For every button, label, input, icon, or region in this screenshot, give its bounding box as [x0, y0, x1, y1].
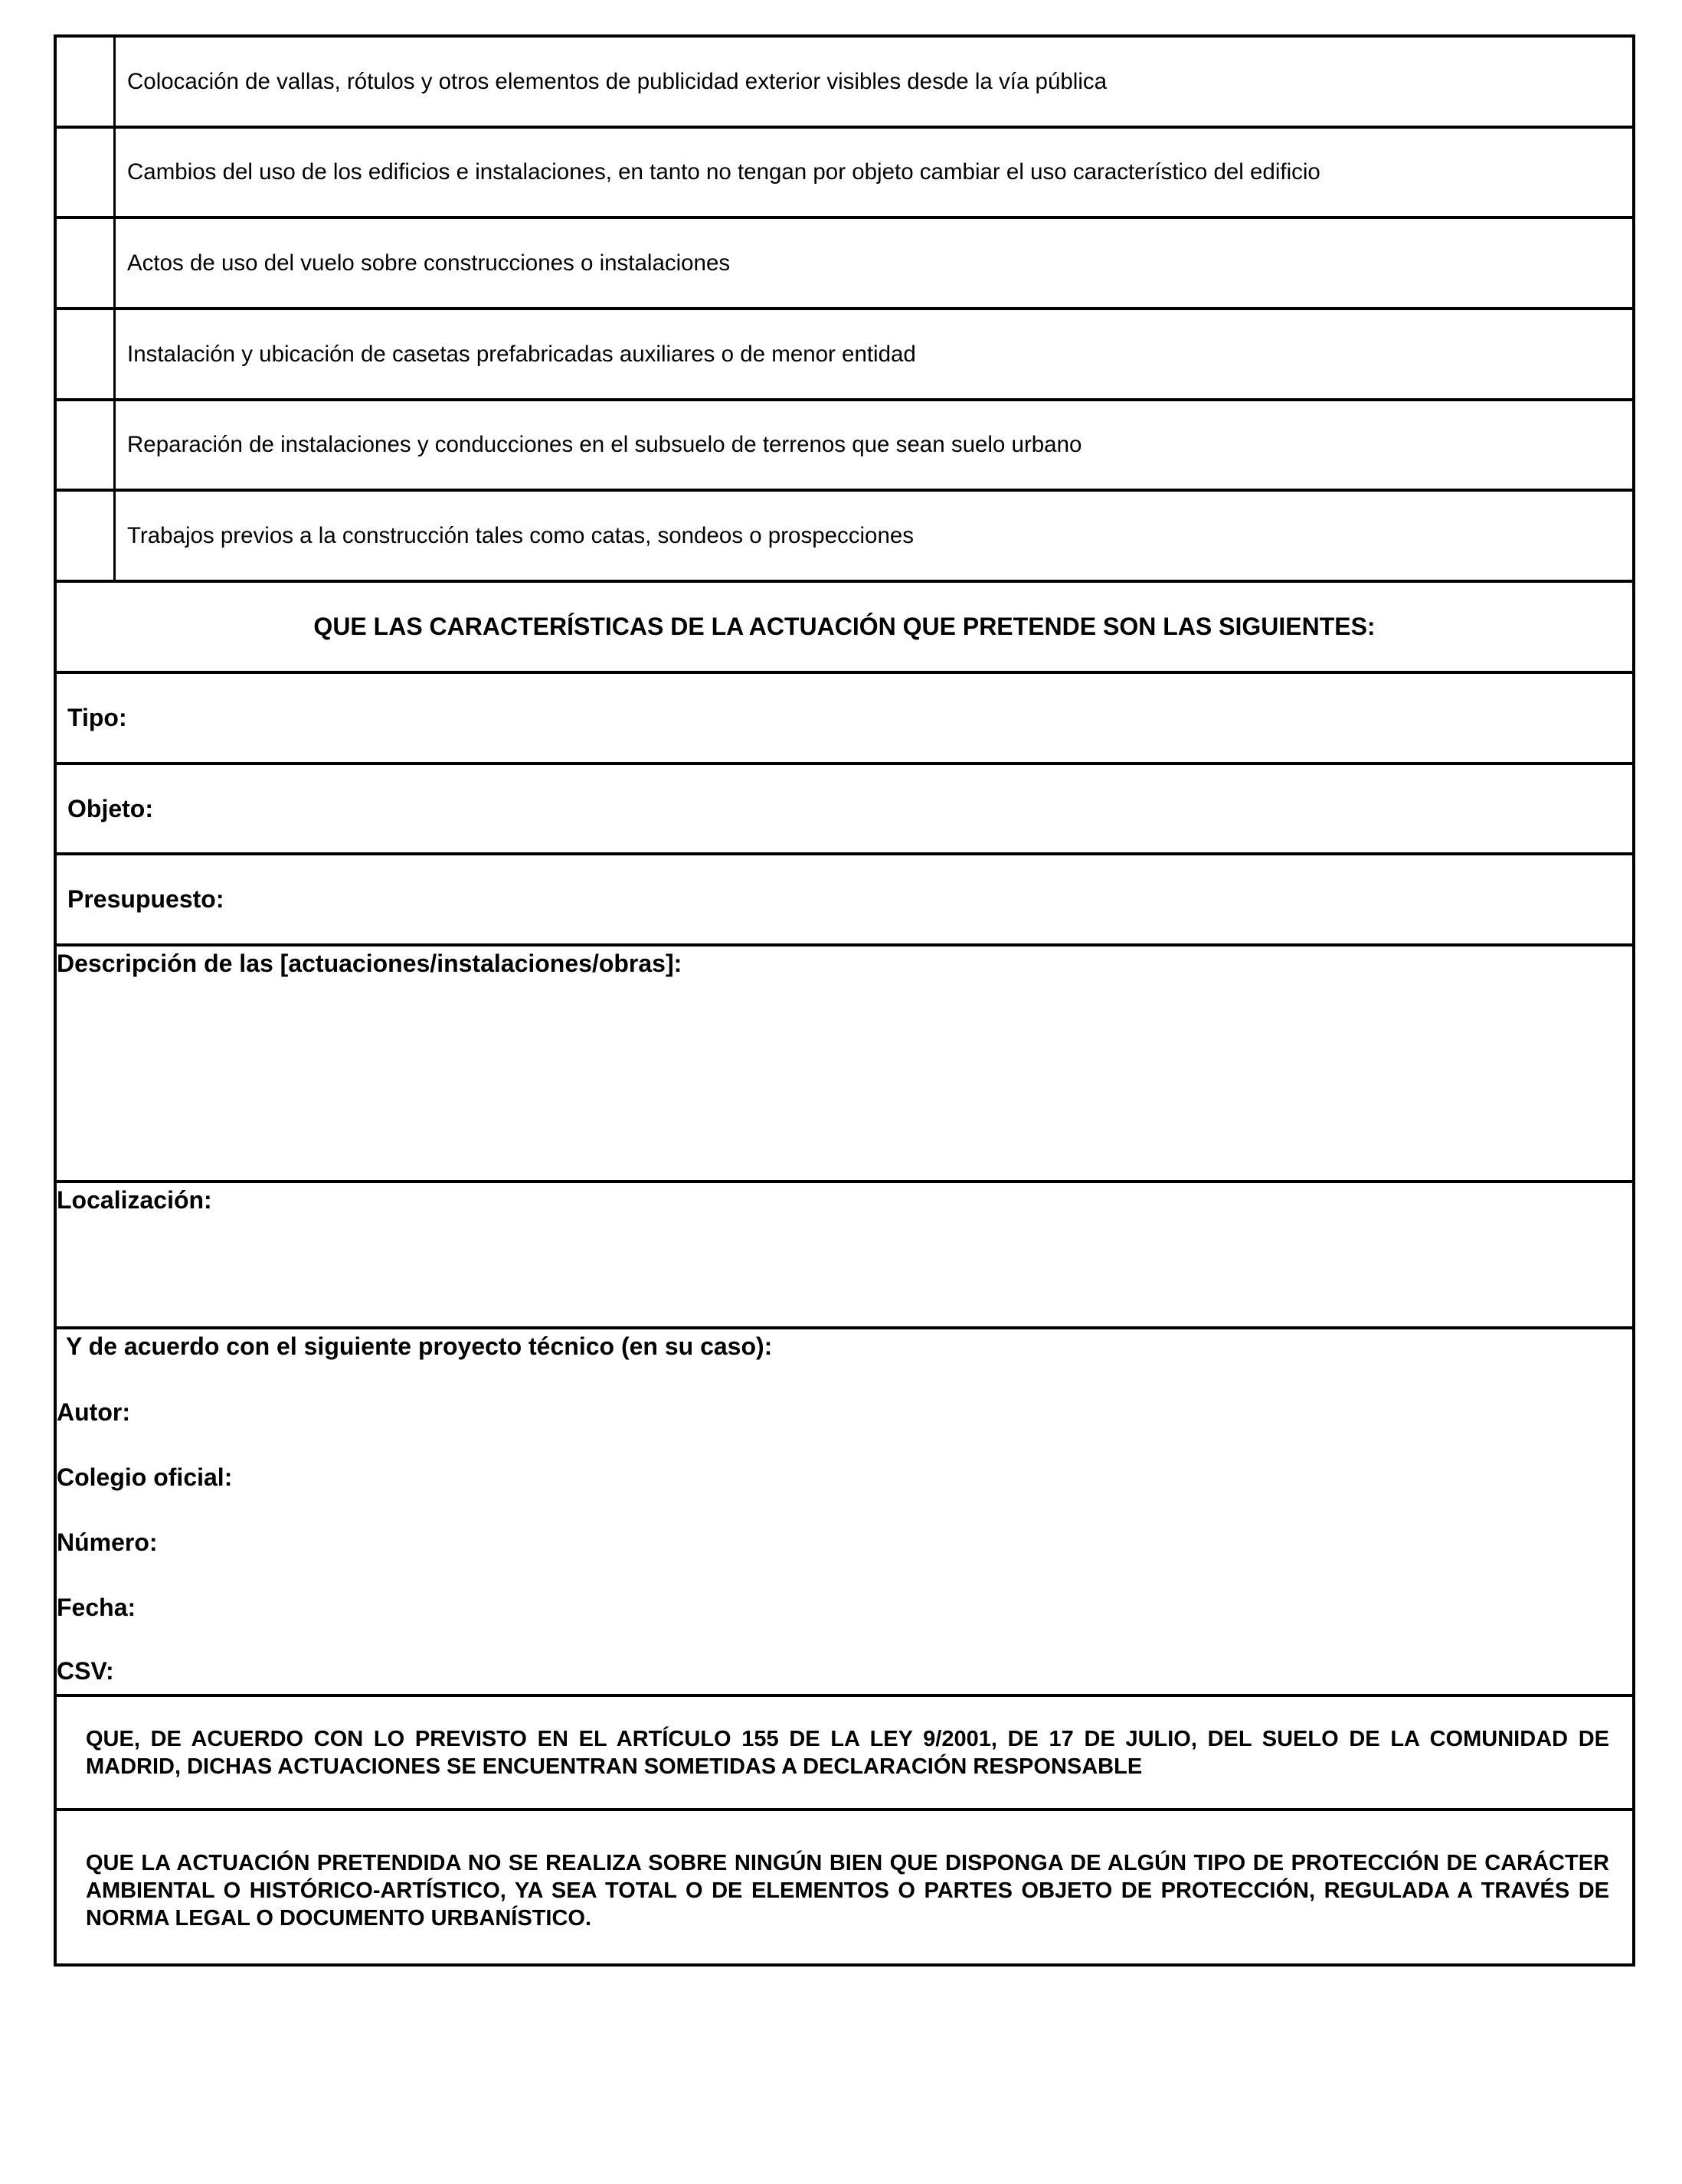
project-row [57, 1329, 1632, 1697]
action-row [57, 38, 1632, 129]
tipo-label: Tipo: [67, 704, 127, 731]
declaration-row [57, 1697, 1632, 1811]
descripcion-label: Descripción de las [actuaciones/instalaciones/obras]: [57, 950, 682, 977]
fecha-label[interactable]: Fecha: [57, 1594, 136, 1621]
action-label: Colocación de vallas, rótulos y otros elementos de publicidad exterior visibles desde la vía pública [127, 68, 1108, 94]
declaration-row [57, 1811, 1632, 1967]
declaration-text: QUE LA ACTUACIÓN PRETENDIDA NO SE REALIZA SOBRE NINGÚN BIEN QUE DISPONGA DE ALGÚN TIPO DE PROTECCIÓN DE CARÁCTER AMBIENTAL O HISTÓRICO-ARTÍSTICO, YA SEA TOTAL O DE ELEMENTOS O PARTES OBJETO DE PROTECCIÓN, REGULADA A TRAVÉS DE NORMA LEGAL O DOCUMENTO URBANÍSTICO. [86, 1851, 1609, 1931]
section-heading: QUE LAS CARACTERÍSTICAS DE LA ACTUACIÓN QUE PRETENDE SON LAS SIGUIENTES: [313, 613, 1376, 640]
action-row [57, 401, 1632, 492]
action-label: Actos de uso del vuelo sobre construcciones o instalaciones [127, 250, 731, 276]
tipo-row[interactable] [57, 674, 1632, 765]
action-label: Cambios del uso de los edificios e instalaciones, en tanto no tengan por objeto cambiar el uso característico del edificio [127, 159, 1320, 185]
action-checkbox[interactable] [57, 129, 116, 216]
action-row [57, 310, 1632, 401]
presupuesto-label: Presupuesto: [67, 885, 224, 913]
localizacion-label: Localización: [57, 1186, 212, 1214]
action-checkbox[interactable] [57, 38, 116, 126]
action-label: Trabajos previos a la construcción tales como catas, sondeos o prospecciones [127, 522, 915, 548]
descripcion-row[interactable] [57, 947, 1632, 1183]
objeto-label: Objeto: [67, 794, 153, 822]
action-checkbox[interactable] [57, 310, 116, 398]
action-label: Reparación de instalaciones y conducciones en el subsuelo de terrenos que sean suelo urbano [127, 432, 1082, 457]
action-checkbox[interactable] [57, 219, 116, 307]
action-checkbox[interactable] [57, 401, 116, 489]
csv-label[interactable]: CSV: [57, 1657, 114, 1685]
autor-label[interactable]: Autor: [57, 1398, 130, 1426]
action-label: Instalación y ubicación de casetas prefabricadas auxiliares o de menor entidad [127, 341, 916, 367]
form-table [54, 34, 1635, 1967]
action-row [57, 219, 1632, 310]
objeto-row[interactable] [57, 765, 1632, 855]
localizacion-row[interactable] [57, 1183, 1632, 1329]
action-row [57, 492, 1632, 583]
action-row [57, 129, 1632, 219]
section-heading-row [57, 583, 1632, 674]
declaration-text: QUE, DE ACUERDO CON LO PREVISTO EN EL ARTÍCULO 155 DE LA LEY 9/2001, DE 17 DE JULIO, DEL SUELO DE LA COMUNIDAD DE MADRID, DICHAS ACTUACIONES SE ENCUENTRAN SOMETIDAS A DECLARACIÓN RESPONSABLE [86, 1727, 1609, 1779]
presupuesto-row[interactable] [57, 855, 1632, 947]
action-checkbox[interactable] [57, 492, 116, 580]
colegio-label[interactable]: Colegio oficial: [57, 1463, 233, 1491]
numero-label[interactable]: Número: [57, 1528, 158, 1556]
project-intro: Y de acuerdo con el siguiente proyecto técnico (en su caso): [66, 1332, 773, 1360]
